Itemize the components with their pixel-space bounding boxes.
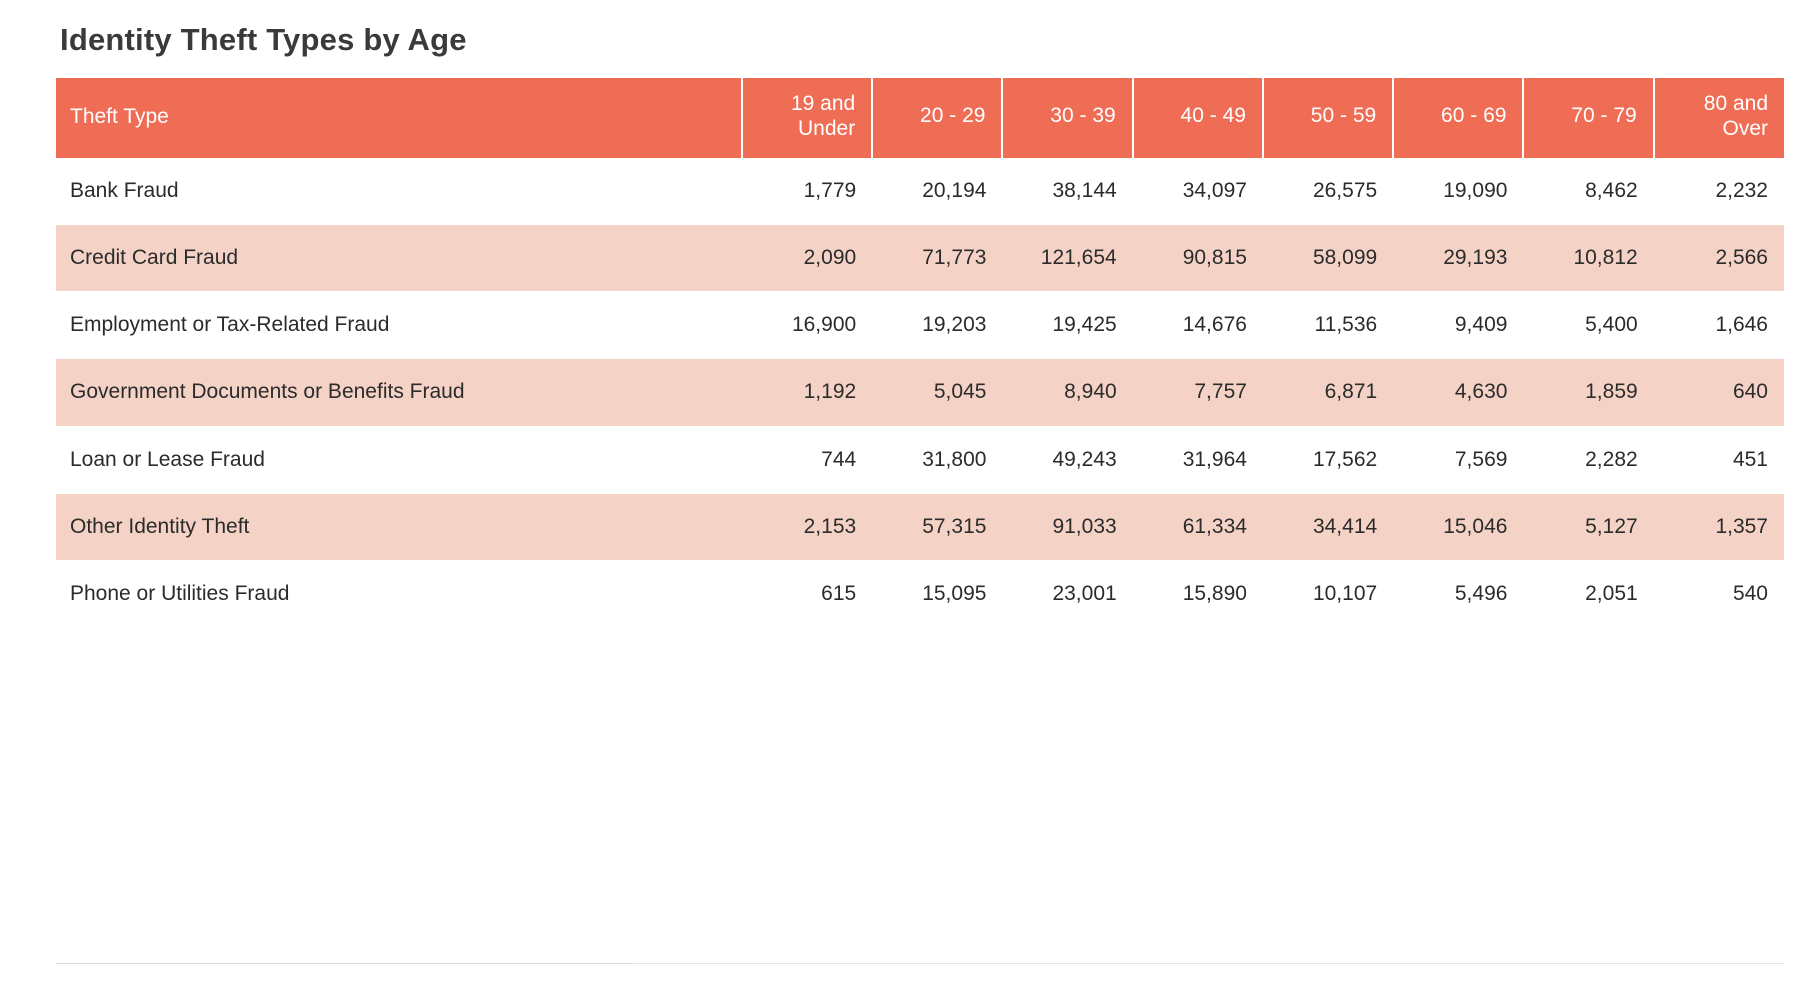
column-header-theft-type[interactable]: Theft Type: [56, 78, 742, 158]
cell-value: 19,090: [1393, 158, 1523, 225]
table-row: [56, 224, 1784, 291]
row-label: Phone or Utilities Fraud: [56, 561, 742, 628]
cell-value: 58,099: [1263, 224, 1393, 291]
row-label: Other Identity Theft: [56, 493, 742, 560]
cell-value: 34,414: [1263, 493, 1393, 560]
cell-value: 2,051: [1523, 561, 1653, 628]
cell-value: 615: [742, 561, 872, 628]
table-row: [56, 493, 1784, 560]
cell-value: 2,566: [1654, 224, 1784, 291]
column-header-40-49[interactable]: 40 - 49: [1133, 78, 1263, 158]
row-label: Credit Card Fraud: [56, 224, 742, 291]
cell-value: 31,800: [872, 426, 1002, 493]
cell-value: 1,357: [1654, 493, 1784, 560]
table-body: [56, 158, 1784, 628]
cell-value: 8,940: [1002, 359, 1132, 426]
cell-value: 2,232: [1654, 158, 1784, 225]
cell-value: 5,045: [872, 359, 1002, 426]
cell-value: 1,192: [742, 359, 872, 426]
row-label: Employment or Tax-Related Fraud: [56, 292, 742, 359]
column-header-19-and-under[interactable]: 19 and Under: [742, 78, 872, 158]
row-label: Government Documents or Benefits Fraud: [56, 359, 742, 426]
table-row: [56, 158, 1784, 225]
cell-value: 19,425: [1002, 292, 1132, 359]
table-row: [56, 359, 1784, 426]
cell-value: 20,194: [872, 158, 1002, 225]
row-label: Loan or Lease Fraud: [56, 426, 742, 493]
cell-value: 26,575: [1263, 158, 1393, 225]
cell-value: 9,409: [1393, 292, 1523, 359]
cell-value: 11,536: [1263, 292, 1393, 359]
cell-value: 5,496: [1393, 561, 1523, 628]
table-row: [56, 561, 1784, 628]
table-header: [56, 78, 1784, 158]
column-header-80-and-over[interactable]: 80 and Over: [1654, 78, 1784, 158]
table-row: [56, 426, 1784, 493]
cell-value: 31,964: [1133, 426, 1263, 493]
table-bottom-divider-values: [630, 963, 1784, 964]
cell-value: 4,630: [1393, 359, 1523, 426]
cell-value: 38,144: [1002, 158, 1132, 225]
cell-value: 14,676: [1133, 292, 1263, 359]
cell-value: 640: [1654, 359, 1784, 426]
table-row: [56, 292, 1784, 359]
cell-value: 71,773: [872, 224, 1002, 291]
cell-value: 91,033: [1002, 493, 1132, 560]
column-header-30-39[interactable]: 30 - 39: [1002, 78, 1132, 158]
cell-value: 17,562: [1263, 426, 1393, 493]
cell-value: 1,859: [1523, 359, 1653, 426]
header-row: [56, 78, 1784, 158]
column-header-20-29[interactable]: 20 - 29: [872, 78, 1002, 158]
cell-value: 90,815: [1133, 224, 1263, 291]
column-header-50-59[interactable]: 50 - 59: [1263, 78, 1393, 158]
table-bottom-divider: [56, 963, 630, 964]
cell-value: 2,090: [742, 224, 872, 291]
cell-value: 57,315: [872, 493, 1002, 560]
cell-value: 29,193: [1393, 224, 1523, 291]
cell-value: 121,654: [1002, 224, 1132, 291]
cell-value: 2,153: [742, 493, 872, 560]
cell-value: 16,900: [742, 292, 872, 359]
cell-value: 6,871: [1263, 359, 1393, 426]
column-header-60-69[interactable]: 60 - 69: [1393, 78, 1523, 158]
cell-value: 744: [742, 426, 872, 493]
cell-value: 10,107: [1263, 561, 1393, 628]
cell-value: 7,757: [1133, 359, 1263, 426]
cell-value: 451: [1654, 426, 1784, 493]
cell-value: 34,097: [1133, 158, 1263, 225]
row-label: Bank Fraud: [56, 158, 742, 225]
cell-value: 23,001: [1002, 561, 1132, 628]
cell-value: 2,282: [1523, 426, 1653, 493]
cell-value: 19,203: [872, 292, 1002, 359]
cell-value: 10,812: [1523, 224, 1653, 291]
identity-theft-table: [56, 78, 1784, 628]
cell-value: 15,890: [1133, 561, 1263, 628]
cell-value: 5,400: [1523, 292, 1653, 359]
cell-value: 15,095: [872, 561, 1002, 628]
cell-value: 49,243: [1002, 426, 1132, 493]
cell-value: 7,569: [1393, 426, 1523, 493]
cell-value: 61,334: [1133, 493, 1263, 560]
column-header-70-79[interactable]: 70 - 79: [1523, 78, 1653, 158]
cell-value: 540: [1654, 561, 1784, 628]
cell-value: 15,046: [1393, 493, 1523, 560]
page-title: Identity Theft Types by Age: [60, 22, 467, 57]
cell-value: 1,646: [1654, 292, 1784, 359]
cell-value: 8,462: [1523, 158, 1653, 225]
cell-value: 5,127: [1523, 493, 1653, 560]
cell-value: 1,779: [742, 158, 872, 225]
